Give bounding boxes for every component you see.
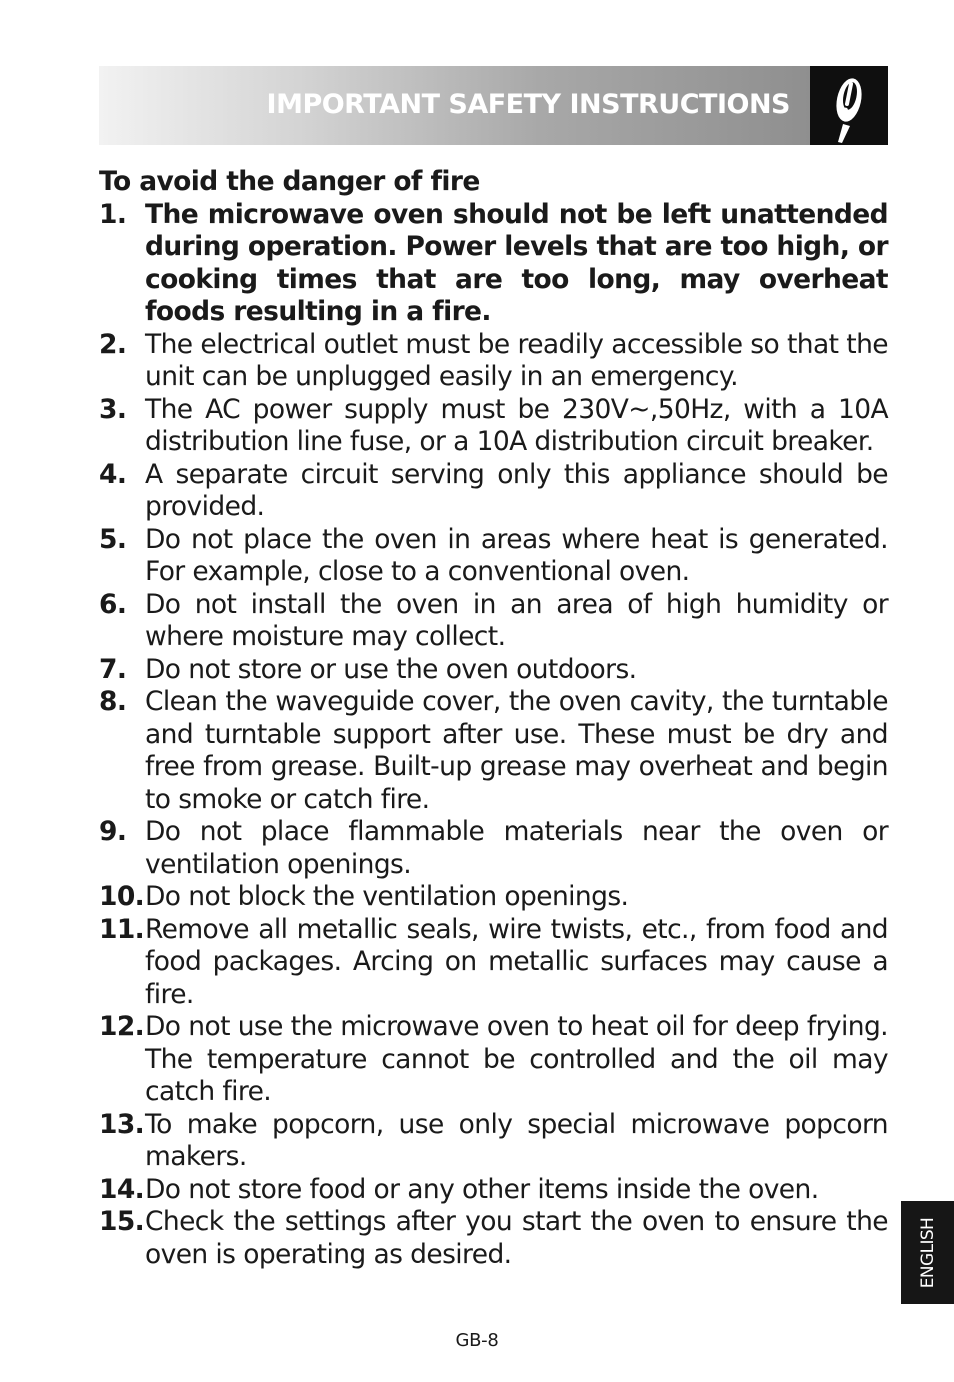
list-item [99, 589, 888, 654]
list-item-number: 3. [99, 393, 127, 425]
list-item-text: Do not install the oven in an area of high humidity or where moisture may collect. [145, 588, 888, 652]
list-item-number: 11. [99, 913, 145, 945]
list-item [99, 654, 888, 687]
list-item [99, 881, 888, 914]
list-item-number: 14. [99, 1173, 145, 1205]
list-item-text: Do not use the microwave oven to heat oil for deep frying. The temperature cannot be controlled and the oil may catch fire. [145, 1011, 888, 1107]
list-item-text: Remove all metallic seals, wire twists, etc., from food and food packages. Arcing on metallic surfaces may cause a fire. [145, 913, 888, 1010]
list-item-number: 6. [99, 588, 127, 620]
hand-pointer-icon [810, 66, 888, 145]
list-item-text: To make popcorn, use only special microwave popcorn makers. [145, 1108, 888, 1172]
list-item-number: 15. [99, 1206, 145, 1237]
section-heading: To avoid the danger of fire [99, 166, 480, 197]
list-item [99, 816, 888, 881]
list-item [99, 1174, 888, 1207]
list-item-text: Do not block the ventilation openings. [145, 881, 629, 912]
list-item [99, 1011, 888, 1109]
list-item [99, 1206, 888, 1271]
section-header-title: IMPORTANT SAFETY INSTRUCTIONS [266, 89, 790, 120]
list-item [99, 459, 888, 524]
list-item-text: Do not store food or any other items inside the oven. [145, 1173, 819, 1205]
list-item-text: The AC power supply must be 230V~,50Hz, with a 10A distribution line fuse, or a 10A distribution circuit breaker. [145, 393, 888, 457]
list-item [99, 1109, 888, 1174]
language-tab[interactable] [901, 1201, 954, 1304]
list-item-text: Check the settings after you start the oven to ensure the oven is operating as desired. [145, 1206, 888, 1270]
list-item-text: Clean the waveguide cover, the oven cavity, the turntable and turntable support after use. These must be dry and free from grease. Built-up grease may overheat and begin to smoke or catch fire. [145, 686, 888, 815]
language-tab-label: ENGLISH [917, 1217, 938, 1288]
header-icon-box [810, 66, 888, 145]
list-item-number: 8. [99, 686, 127, 717]
list-item-text: Do not store or use the oven outdoors. [145, 653, 637, 685]
list-item-text: Do not place flammable materials near the oven or ventilation openings. [145, 816, 888, 880]
instruction-list [99, 199, 888, 1272]
list-item-text: The microwave oven should not be left unattended during operation. Power levels that are too high, or cooking times that are too long, may overheat foods resulting in a fire. [145, 198, 888, 327]
list-item-text: The electrical outlet must be readily accessible so that the unit can be unplugged easily in an emergency. [145, 328, 888, 392]
list-item [99, 394, 888, 459]
list-item [99, 914, 888, 1012]
list-item-text: A separate circuit serving only this appliance should be provided. [145, 458, 888, 522]
section-header-bar [99, 66, 810, 145]
list-item [99, 686, 888, 816]
instruction-content [99, 166, 888, 1271]
list-item [99, 199, 888, 329]
list-item-number: 10. [99, 881, 145, 912]
list-item-number: 2. [99, 328, 127, 360]
list-item-number: 12. [99, 1011, 145, 1042]
list-item-text: Do not place the oven in areas where heat is generated. For example, close to a conventional oven. [145, 523, 888, 587]
list-item-number: 13. [99, 1108, 145, 1140]
list-item [99, 524, 888, 589]
list-item-number: 5. [99, 523, 127, 555]
list-item-number: 1. [99, 198, 127, 230]
list-item-number: 4. [99, 458, 127, 490]
list-item-number: 7. [99, 653, 127, 685]
page-number: GB-8 [455, 1330, 499, 1351]
list-item [99, 329, 888, 394]
list-item-number: 9. [99, 816, 127, 847]
